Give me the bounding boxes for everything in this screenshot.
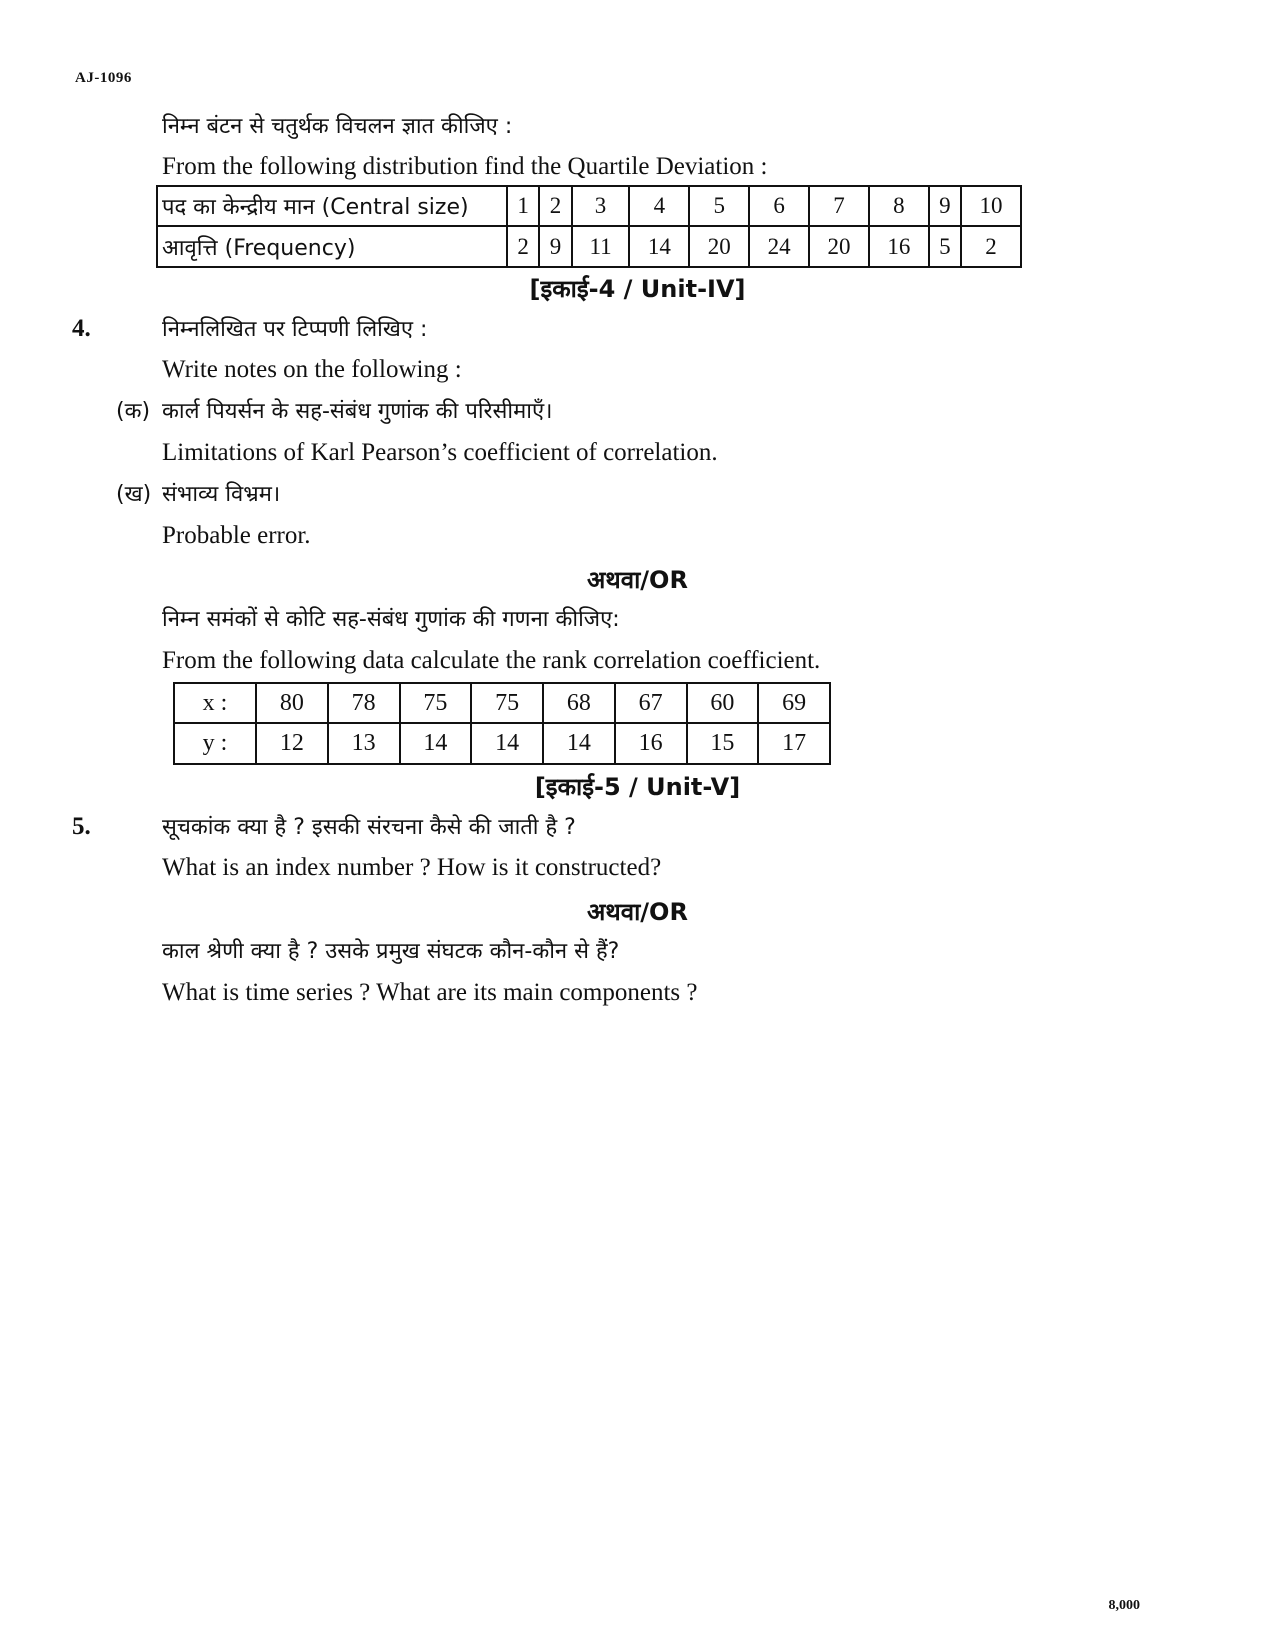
table-cell: 7 [809,186,869,226]
q4-number: 4. [72,315,91,342]
table-cell: 14 [629,226,689,267]
table-cell: 20 [689,226,749,267]
table-cell: 12 [256,723,328,764]
central-size-row [157,186,1021,226]
table-cell: 14 [471,723,543,764]
table-cell: 67 [615,683,687,723]
table-cell: 4 [629,186,689,226]
table-cell: 68 [543,683,615,723]
table-cell: 2 [507,226,539,267]
q5-english: What is an index number ? How is it constructed? [162,854,662,881]
y-label: y : [174,723,256,764]
table-cell: 9 [929,186,961,226]
table-cell: 17 [758,723,830,764]
q4-a-english: Limitations of Karl Pearson’s coefficient of correlation. [162,439,718,466]
table-cell: 75 [471,683,543,723]
table-cell: 75 [400,683,472,723]
table-cell: 8 [869,186,929,226]
table-cell: 13 [328,723,400,764]
x-label: x : [174,683,256,723]
paper-code: AJ-1096 [75,70,132,86]
print-count: 8,000 [1108,1598,1140,1613]
table-cell: 3 [572,186,630,226]
q4-a-label: (क) [116,399,151,424]
table-cell: 60 [687,683,759,723]
q4-alt-hindi: निम्न समंकों से कोटि सह-संबंध गुणांक की गणना कीजिए: [162,607,620,632]
table-cell: 9 [539,226,571,267]
central-size-label: पद का केन्द्रीय मान (Central size) [157,186,507,226]
table-cell: 1 [507,186,539,226]
q4-b-label: (ख) [116,482,152,507]
q4-alt-english: From the following data calculate the rank correlation coefficient. [162,647,821,674]
q4-or: अथवा/OR [587,566,688,594]
table-cell: 11 [572,226,630,267]
q4-a-hindi: कार्ल पियर्सन के सह-संबंध गुणांक की परिसीमाएँ। [162,399,553,424]
q5-alt-english: What is time series ? What are its main components ? [162,979,698,1006]
table-cell: 5 [929,226,961,267]
table-cell: 5 [689,186,749,226]
table-cell: 14 [400,723,472,764]
table-cell: 80 [256,683,328,723]
x-row [174,683,830,723]
q5-number: 5. [72,813,91,840]
q4-english: Write notes on the following : [162,356,462,383]
table-cell: 10 [961,186,1021,226]
unit-5-heading: [इकाई-5 / Unit-V] [534,773,741,801]
quartile-table [156,185,1022,268]
q4-b-hindi: संभाव्य विभ्रम। [162,482,281,507]
q5-hindi: सूचकांक क्या है ? इसकी संरचना कैसे की जाती है ? [162,815,576,840]
table-cell: 24 [749,226,809,267]
frequency-label: आवृत्ति (Frequency) [157,226,507,267]
table-cell: 78 [328,683,400,723]
q5-alt-hindi: काल श्रेणी क्या है ? उसके प्रमुख संघटक कौन-कौन से हैं? [162,939,620,964]
frequency-row [157,226,1021,267]
table-cell: 16 [869,226,929,267]
q5-or: अथवा/OR [587,898,688,926]
table-cell: 15 [687,723,759,764]
table-cell: 2 [539,186,571,226]
table-cell: 2 [961,226,1021,267]
table-cell: 16 [615,723,687,764]
table-cell: 6 [749,186,809,226]
table-cell: 20 [809,226,869,267]
table-cell: 69 [758,683,830,723]
q3-or-hindi: निम्न बंटन से चतुर्थक विचलन ज्ञात कीजिए : [162,114,513,139]
q3-or-english: From the following distribution find the Quartile Deviation : [162,153,768,180]
table-cell: 14 [543,723,615,764]
q4-hindi: निम्नलिखित पर टिप्पणी लिखिए : [162,317,428,342]
y-row [174,723,830,764]
q4-b-english: Probable error. [162,522,311,549]
rank-correlation-table [173,682,831,765]
unit-4-heading: [इकाई-4 / Unit-IV] [529,275,746,303]
